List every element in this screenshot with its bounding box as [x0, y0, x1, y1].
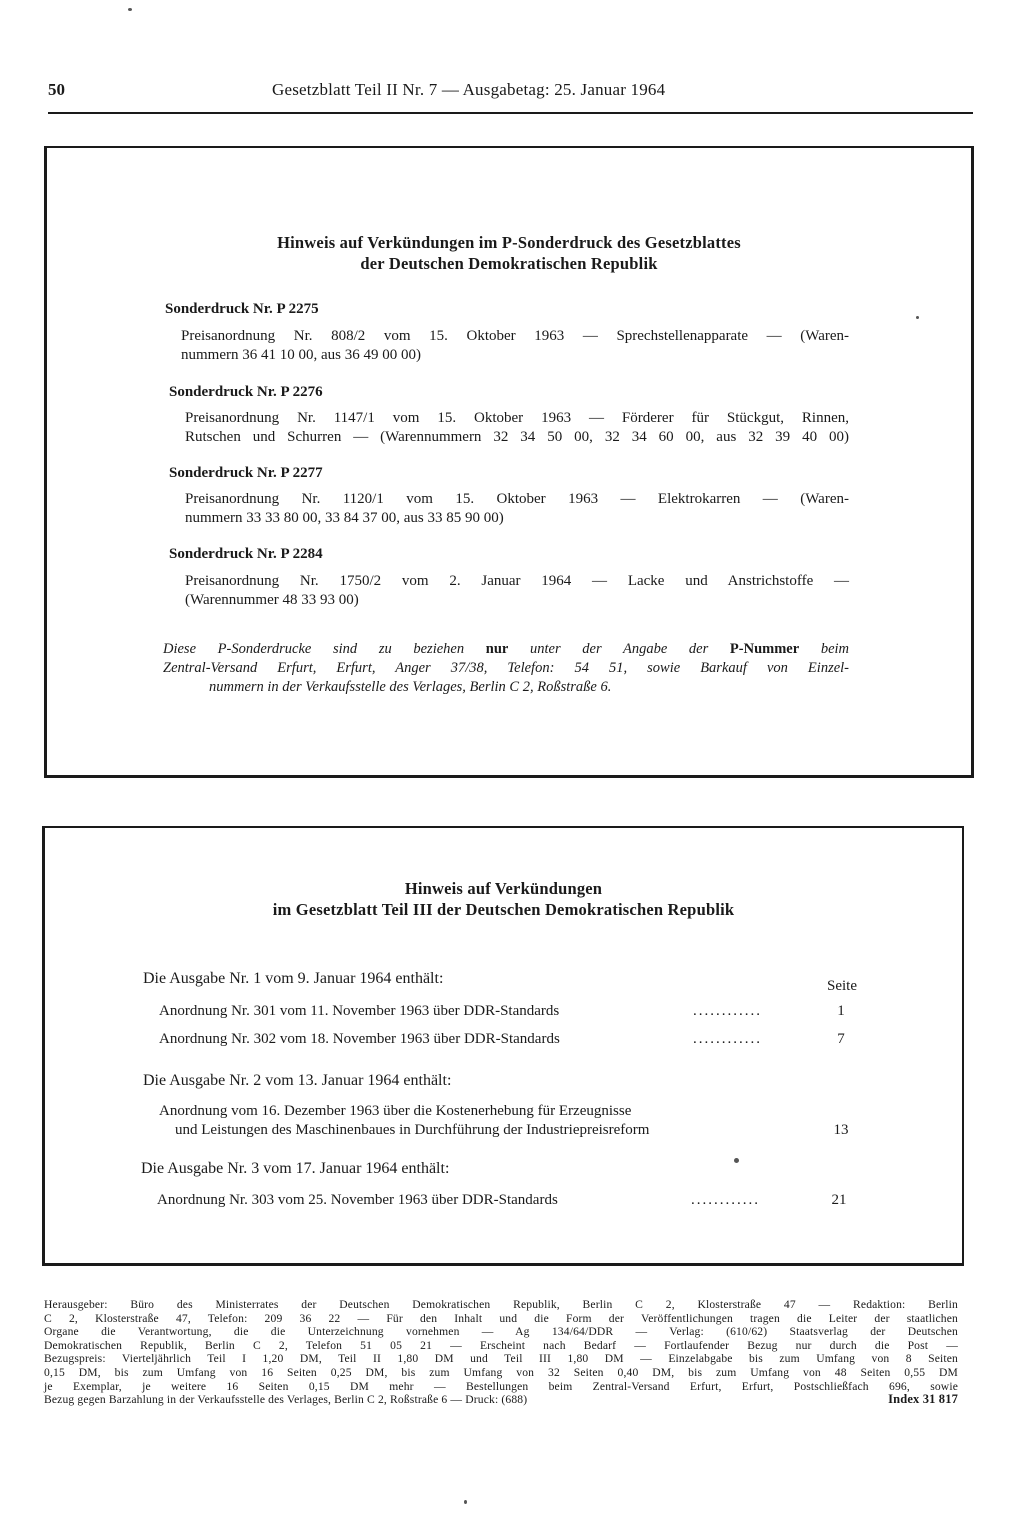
- notice-emphasis: nur: [485, 641, 509, 657]
- sonderdruck-heading: Sonderdruck Nr. P 2275: [165, 301, 319, 317]
- entry-page: 7: [837, 1031, 845, 1047]
- sonderdruck-line: nummern 36 41 10 00, aus 36 49 00 00): [181, 347, 421, 363]
- notice-emphasis: P-Nummer: [729, 641, 800, 657]
- entry-text: Anordnung Nr. 301 vom 11. November 1963 über DDR-Standards: [159, 1003, 560, 1019]
- notice-text: unter der Angabe der: [530, 641, 709, 657]
- notice-line: Zentral-Versand Erfurt, Erfurt, Anger 37/38, Telefon: 54 51, sowie Barkauf von Einzel-: [163, 660, 849, 676]
- imprint-line: Organe die Verantwortung, die die Unterzeichnung vornehmen — Ag 134/64/DDR — Verlag: (610/62) Staatsverlag der Deutschen: [44, 1325, 958, 1339]
- notice-line: nummern in der Verkaufsstelle des Verlages, Berlin C 2, Roßstraße 6.: [209, 679, 612, 695]
- entry-page: 13: [833, 1122, 849, 1138]
- scan-speck: [128, 8, 132, 11]
- sonderdruck-text: [181, 327, 849, 365]
- sonderdruck-line: nummern 33 33 80 00, 33 84 37 00, aus 33 85 90 00): [185, 510, 504, 526]
- index-number: Index 31 817: [888, 1392, 958, 1407]
- entry-page: 21: [831, 1192, 847, 1208]
- box-title-line: Hinweis auf Verkündungen im P-Sonderdruck des Gesetzblattes: [277, 233, 741, 252]
- imprint-text: Bezug gegen Barzahlung in der Verkaufsstelle des Verlages, Berlin C 2, Roßstraße 6 — Druck: (688): [44, 1393, 528, 1407]
- notice-line: [163, 640, 849, 659]
- sonderdruck-line: Preisanordnung Nr. 1120/1 vom 15. Oktober 1963 — Elektrokarren — (Waren-: [185, 491, 849, 507]
- header-rule: [48, 112, 973, 114]
- imprint-line: C 2, Klosterstraße 47, Telefon: 209 36 22 — Für den Inhalt und die Form der Veröffentlichungen tragen die Leiter der staatlichen: [44, 1311, 958, 1325]
- sonderdruck-line: (Warennummer 48 33 93 00): [185, 592, 359, 608]
- box-title-line: Hinweis auf Verkündungen: [404, 879, 603, 898]
- box-title: [47, 232, 971, 274]
- notice-text: Diese P-Sonderdrucke sind zu beziehen: [163, 641, 465, 657]
- box-title-line: im Gesetzblatt Teil III der Deutschen Demokratischen Republik: [272, 900, 735, 919]
- sonderdruck-line: Preisanordnung Nr. 1750/2 vom 2. Januar 1964 — Lacke und Anstrichstoffe —: [185, 573, 849, 589]
- list-item: [159, 1030, 861, 1049]
- imprint-line: 0,15 DM, bis zum Umfang von 16 Seiten 0,25 DM, bis zum Umfang von 32 Seiten 0,40 DM, bis zum Umfang von 48 Seiten 0,55 DM: [44, 1365, 958, 1379]
- list-item: [159, 1002, 861, 1021]
- sonderdruck-heading: Sonderdruck Nr. P 2277: [169, 465, 323, 481]
- list-item: [159, 1102, 861, 1140]
- sonderdruck-line: Preisanordnung Nr. 1147/1 vom 15. Oktober 1963 — Förderer für Stückgut, Rinnen,: [185, 410, 849, 426]
- p-sonderdruck-notice-box: [44, 146, 974, 778]
- page-number: 50: [48, 80, 65, 99]
- box-title-line: der Deutschen Demokratischen Republik: [360, 254, 658, 273]
- leader-dots: ............: [693, 1031, 762, 1047]
- ordering-notice: [163, 640, 849, 697]
- entry-text: Anordnung Nr. 303 vom 25. November 1963 über DDR-Standards: [157, 1192, 558, 1208]
- sonderdruck-line: Rutschen und Schurren — (Warennummern 32 34 50 00, 32 34 60 00, aus 32 39 40 00): [185, 429, 849, 445]
- issue-heading: Die Ausgabe Nr. 2 vom 13. Januar 1964 enthält:: [143, 1072, 452, 1089]
- imprint-line: je Exemplar, je weitere 16 Seiten 0,15 DM mehr — Bestellungen beim Zentral-Versand Erfurt, Erfurt, Postschließfach 696, sowie: [44, 1379, 958, 1393]
- page-header: [48, 80, 976, 104]
- running-head: Gesetzblatt Teil II Nr. 7 — Ausgabetag: 25. Januar 1964: [272, 80, 666, 99]
- entry-text: und Leistungen des Maschinenbaues in Durchführung der Industriepreisreform: [175, 1122, 650, 1138]
- notice-text: beim: [820, 641, 850, 657]
- scan-speck: [734, 1158, 739, 1163]
- box-title: [45, 878, 962, 920]
- imprint-line: Bezugspreis: Vierteljährlich Teil I 1,20 DM, Teil II 1,80 DM und Teil III 1,80 DM — Einzelabgabe bis zum Umfang von 8 Seiten: [44, 1352, 958, 1366]
- leader-dots: ............: [693, 1003, 762, 1019]
- list-item: [157, 1191, 859, 1210]
- sonderdruck-heading: Sonderdruck Nr. P 2284: [169, 546, 323, 562]
- page-column-header: Seite: [827, 978, 857, 994]
- imprint-line: Herausgeber: Büro des Ministerrates der Deutschen Demokratischen Republik, Berlin C 2, Klosterstraße 47 — Redaktion: Berlin: [44, 1298, 958, 1311]
- issue-heading: Die Ausgabe Nr. 1 vom 9. Januar 1964 enthält:: [143, 970, 444, 987]
- entry-page: 1: [837, 1003, 845, 1019]
- sonderdruck-text: [185, 490, 849, 528]
- sonderdruck-text: [185, 409, 849, 447]
- imprint-line: [44, 1393, 958, 1407]
- entry-text: Anordnung Nr. 302 vom 18. November 1963 über DDR-Standards: [159, 1031, 560, 1047]
- scan-speck: [916, 316, 919, 319]
- scan-speck: [464, 1500, 467, 1504]
- issue-heading: Die Ausgabe Nr. 3 vom 17. Januar 1964 enthält:: [141, 1160, 450, 1177]
- sonderdruck-text: [185, 572, 849, 610]
- imprint-line: Demokratischen Republik, Berlin C 2, Telefon 51 05 21 — Erscheint nach Bedarf — Fortlaufender Bezug nur durch die Post —: [44, 1338, 958, 1352]
- teil-iii-notice-box: [42, 826, 964, 1266]
- leader-dots: ............: [691, 1192, 760, 1208]
- sonderdruck-line: Preisanordnung Nr. 808/2 vom 15. Oktober 1963 — Sprechstellenapparate — (Waren-: [181, 328, 849, 344]
- sonderdruck-heading: Sonderdruck Nr. P 2276: [169, 384, 323, 400]
- imprint-footer: [44, 1298, 958, 1407]
- entry-text: Anordnung vom 16. Dezember 1963 über die Kostenerhebung für Erzeugnisse: [159, 1103, 632, 1119]
